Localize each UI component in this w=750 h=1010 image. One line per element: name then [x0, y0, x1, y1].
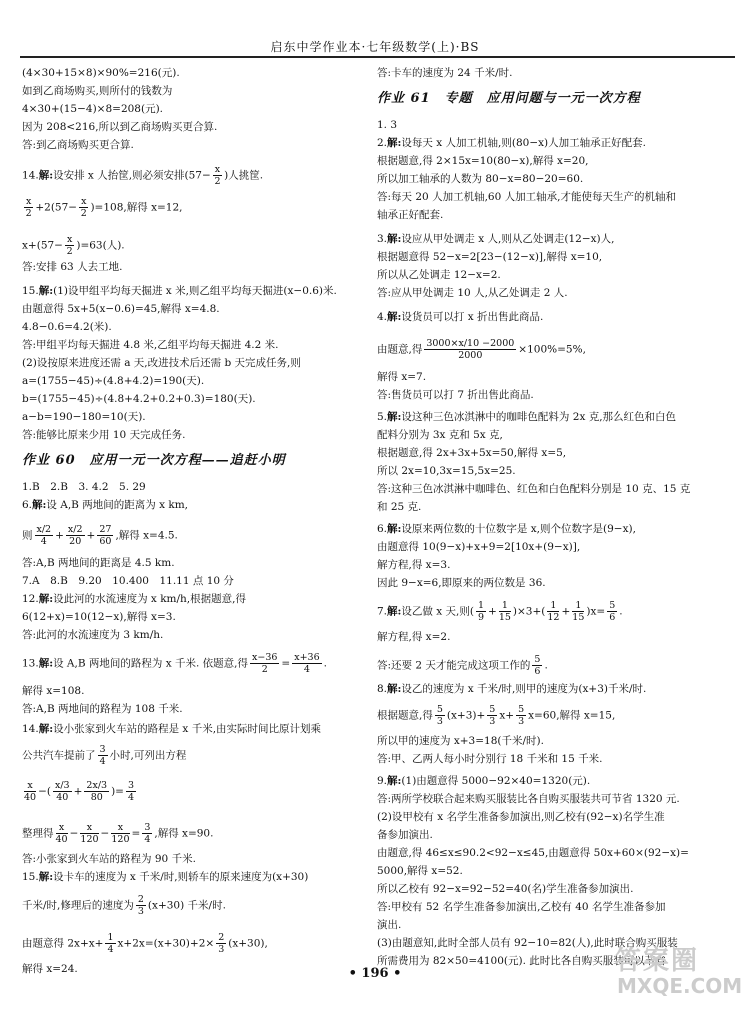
text-line: 答:两所学校联合起来购买服装比各自购买服装共可节省 1320 元.	[377, 793, 680, 805]
text-line: 和 25 克.	[377, 501, 422, 513]
text-line: 所以甲的速度为 x+3=18(千米/时).	[377, 735, 544, 747]
equation-line: 则 $\frac{x/2}{4}$ + $\frac{x/2}{20}$ + $\frac{27}{60}$ ,解得 x=4.5.	[22, 524, 178, 547]
fraction: $\frac{x-36}{2}$	[252, 652, 278, 675]
solution-label: 解:	[38, 169, 54, 182]
problem-3-line: 3.解:设应从甲处调走 x 人,则从乙处调走(12−x)人,	[377, 233, 615, 245]
problem-7-line: 7.解:设乙做 x 天,则( $\frac{1}{9}$ + $\frac{1}{15}$ )×3+( $\frac{1}{12}$ + $\frac{1}{15}$ )x= $\frac{5}{6}$ .	[377, 600, 623, 623]
fraction: $\frac{5}{6}$	[534, 654, 541, 677]
text-line: (3)由题意知,此时全部人员有 92−10=82(人),此时联合购买服装	[377, 937, 678, 949]
text-line: 解得 x=108.	[22, 685, 85, 697]
fraction: $\frac{1}{15}$	[572, 600, 585, 623]
answer-line: 答:A,B 两地间的路程为 108 千米.	[22, 703, 183, 715]
header-rule	[20, 56, 735, 58]
section-heading-61: 作业 61 专题 应用问题与一元一次方程	[377, 91, 641, 106]
text-line: b=(1755−45)÷(4.8+4.2+0.2+0.3)=180(天).	[22, 393, 256, 405]
fraction: $\frac{5}{3}$	[489, 704, 496, 727]
equation-line: $\frac{x}{2}$ +2(57− $\frac{x}{2}$ )=108,解得 x=12,	[25, 196, 183, 219]
fraction: $\frac{x}{2}$	[25, 196, 32, 219]
text-line: 所以从乙处调走 12−x=2.	[377, 269, 501, 281]
fraction: $\frac{5}{6}$	[609, 600, 616, 623]
equation-line: x+(57− $\frac{x}{2}$ )=63(人).	[22, 234, 125, 257]
text-line: 演出.	[377, 919, 402, 931]
text-line: 答:这种三色冰淇淋中咖啡色、红色和白色配料分别是 10 克、15 克	[377, 483, 691, 495]
header-title: 启东中学作业本·七年级数学(上)·BS	[270, 40, 480, 54]
equation-line: 整理得 $\frac{x}{40}$ − $\frac{x}{120}$ − $\frac{x}{120}$ = $\frac{3}{4}$ ,解得 x=90.	[22, 822, 214, 845]
text: 设安排 x 人抬筐,则必须安排	[53, 169, 185, 182]
text-line: 答:每天 20 人加工机轴,60 人加工轴承,才能使每天生产的机轴和	[377, 191, 676, 203]
answer-line: 答:A,B 两地间的距离是 4.5 km.	[22, 557, 175, 569]
fraction: $\frac{1}{12}$	[547, 600, 560, 623]
fraction: $\frac{1}{15}$	[498, 600, 511, 623]
equation-line: $\frac{x}{40}$ −( $\frac{x/3}{40}$ + $\frac{2x/3}{80}$ )= $\frac{3}{4}$	[24, 780, 135, 803]
problem-12-line: 12.解:设此河的水流速度为 x km/h,根据题意,得	[22, 593, 246, 605]
fraction: $\frac{x}{2}$	[214, 164, 221, 187]
fraction: $\frac{3}{4}$	[99, 744, 106, 767]
text-line: 6(12+x)=10(12−x),解得 x=3.	[22, 611, 176, 623]
problem-8-line: 8.解:设乙的速度为 x 千米/时,则甲的速度为(x+3)千米/时.	[377, 683, 647, 695]
text-line: 根据题意,得 2x+3x+5x=50,解得 x=5,	[377, 447, 567, 459]
problem-number: 14.	[22, 169, 39, 182]
fraction: $\frac{1}{4}$	[107, 932, 114, 955]
page-number: • 196 •	[348, 966, 402, 981]
problem-9-line: 9.解:(1)由题意得 5000−92×40=1320(元).	[377, 775, 591, 787]
text-line: 备参加演出.	[377, 829, 433, 841]
text-line: (4×30+15×8)×90%=216(元).	[22, 67, 180, 79]
text-line: 公共汽车提前了 $\frac{3}{4}$ 小时,可列出方程	[22, 744, 187, 767]
text-line: 4.8−0.6=4.2(米).	[22, 321, 112, 333]
text-line: (2)设按原来进度还需 a 天,改进技术后还需 b 天完成任务,则	[22, 357, 301, 369]
equation-line: 由题意得 2x+x+ $\frac{1}{4}$ x+2x=(x+30)+2× $\frac{2}{3}$ (x+30),	[22, 932, 268, 955]
text-line: a=(1755−45)÷(4.8+4.2)=190(天).	[22, 375, 205, 387]
fraction: $\frac{2x/3}{80}$	[86, 780, 108, 803]
fraction: $\frac{3000\times x/10 -2000}{2000}$	[426, 338, 515, 361]
answer-line: 答:还要 2 天才能完成这项工作的 $\frac{5}{6}$ .	[377, 654, 548, 677]
fraction: $\frac{5}{3}$	[518, 704, 525, 727]
text-line: 轴承正好配套.	[377, 209, 444, 221]
text-line: 答:到乙商场购买更合算.	[22, 139, 134, 151]
text-line: 5000,解得 x=52.	[377, 865, 463, 877]
text-line: 由题意,得 46≤x≤90.2<92−x≤45,由题意得 50x+60×(92−x)=	[377, 847, 689, 859]
text-line: 答:甲组平均每天掘进 4.8 米,乙组平均每天掘进 4.2 米.	[22, 339, 279, 351]
fraction: $\frac{27}{60}$	[99, 524, 112, 547]
section-heading-60: 作业 60 应用一元一次方程——追赶小明	[22, 453, 286, 468]
fraction: $\frac{x}{120}$	[80, 822, 99, 845]
fraction: $\frac{2}{3}$	[137, 894, 144, 917]
problem-6-line: 6.解:设原来两位数的十位数字是 x,则个位数字是(9−x),	[377, 523, 636, 535]
problem-14-line: 14.解:设小张家到火车站的路程是 x 千米,由实际时间比原计划乘	[22, 723, 322, 735]
text-line: 答:能够比原来少用 10 天完成任务.	[22, 429, 186, 441]
text-line: 根据题意,得 2×15x=10(80−x),解得 x=20,	[377, 155, 589, 167]
fraction: $\frac{3}{4}$	[144, 822, 151, 845]
fraction: $\frac{x+36}{4}$	[294, 652, 320, 675]
fraction: $\frac{x}{2}$	[80, 196, 87, 219]
answer-line: 答:此河的水流速度为 3 km/h.	[22, 629, 164, 641]
problem-13-line: 13.解:设 A,B 两地间的路程为 x 千米. 依题意,得 $\frac{x-36}{2}$ = $\frac{x+36}{4}$ .	[22, 652, 327, 675]
answer-line: 答:甲、乙两人每小时分别行 18 千米和 15 千米.	[377, 753, 603, 765]
text-line: 所以加工轴承的人数为 80−x=80−20=60.	[377, 173, 584, 185]
text-line: 配料分别为 3x 克和 5x 克,	[377, 429, 503, 441]
fraction: $\frac{x}{2}$	[66, 234, 73, 257]
watermark-text: 答案圈	[615, 946, 700, 976]
text-line: 答:甲校有 52 名学生准备参加演出,乙校有 40 名学生准备参加	[377, 901, 666, 913]
answer-line: 1. 3	[377, 119, 398, 131]
problem-2-line: 2.解:设每天 x 人加工机轴,则(80−x)人加工轴承正好配套.	[377, 137, 646, 149]
answer-line: 答:小张家到火车站的路程为 90 千米.	[22, 853, 196, 865]
fraction: $\frac{3}{4}$	[127, 780, 135, 803]
fraction: $\frac{x}{40}$	[24, 780, 37, 803]
answer-line: 答:应从甲处调走 10 人,从乙处调走 2 人.	[377, 287, 568, 299]
text-line: 如到乙商场购买,则所付的钱数为	[22, 85, 173, 97]
page-header	[0, 0, 750, 62]
text-line: (2)设甲校有 x 名学生准备参加演出,则乙校有(92−x)名学生准	[377, 811, 665, 823]
watermark-url: MXQE.COM	[617, 974, 743, 998]
fraction: $\frac{2}{3}$	[218, 932, 225, 955]
fraction: $\frac{x/3}{40}$	[55, 780, 70, 803]
text-line: 解方程,得 x=2.	[377, 631, 451, 643]
text-line: 所需费用为 82×50=4100(元). 此时比各自购买服装可以节省	[377, 955, 666, 967]
text-line: 4×30+(15−4)×8=208(元).	[22, 103, 164, 115]
problem-5-line: 5.解:设这种三色冰淇淋中的咖啡色配料为 2x 克,那么红色和白色	[377, 411, 677, 423]
answer-line: 7.A 8.B 9.20 10.400 11.11 点 10 分	[22, 575, 234, 587]
text-line: 所以乙校有 92−x=92−52=40(名)学生准备参加演出.	[377, 883, 634, 895]
problem-6-line: 6.解:设 A,B 两地间的距离为 x km,	[22, 499, 188, 511]
text-line: 由题意得 5x+5(x−0.6)=45,解得 x=4.8.	[22, 303, 220, 315]
text-line: 解得 x=7.	[377, 371, 427, 383]
fraction: $\frac{x/2}{20}$	[67, 524, 83, 547]
equation-line: 根据题意,得 $\frac{5}{3}$ (x+3)+ $\frac{5}{3}$ x+ $\frac{5}{3}$ x=60,解得 x=15,	[377, 704, 616, 727]
text-line: 解得 x=24.	[22, 963, 78, 975]
text-line: 解方程,得 x=3.	[377, 559, 451, 571]
problem-14-line: 14.解:设安排 x 人抬筐,则必须安排(57− $\frac{x}{2}$ )人挑筐.	[22, 164, 264, 187]
problem-4-line: 4.解:设货员可以打 x 折出售此商品.	[377, 311, 544, 323]
text-line: 由题意得 10(9−x)+x+9=2[10x+(9−x)],	[377, 541, 581, 553]
answer-line: 答:卡车的速度为 24 千米/时.	[377, 67, 513, 79]
fraction: $\frac{5}{3}$	[436, 704, 443, 727]
problem-15-line: 15.解:设卡车的速度为 x 千米/时,则轿车的原来速度为(x+30)	[22, 871, 309, 883]
text-line: 因为 208<216,所以到乙商场购买更合算.	[22, 121, 218, 133]
answer-line: 答:安排 63 人去工地.	[22, 261, 123, 273]
fraction: $\frac{x}{120}$	[111, 822, 130, 845]
problem-15-line: 15.解:(1)设甲组平均每天掘进 x 米,则乙组平均每天掘进(x−0.6)米.	[22, 285, 337, 297]
text-line: 千米/时,修理后的速度为 $\frac{2}{3}$ (x+30) 千米/时.	[22, 894, 226, 917]
text-line: 因此 9−x=6,即原来的两位数是 36.	[377, 577, 546, 589]
watermark-logo	[615, 940, 743, 1000]
equation-line: 由题意,得 $\frac{3000\times x/10 -2000}{2000}$ ×100%=5%,	[377, 338, 586, 361]
text-line: 根据题意得 52−x=2[23−(12−x)],解得 x=10,	[377, 251, 603, 263]
fraction: $\frac{x/2}{4}$	[36, 524, 52, 547]
fraction: $\frac{1}{9}$	[477, 600, 484, 623]
text-line: a−b=190−180=10(天).	[22, 411, 146, 423]
text-line: 所以 2x=10,3x=15,5x=25.	[377, 465, 516, 477]
fraction: $\frac{x}{40}$	[55, 822, 68, 845]
answer-line: 1.B 2.B 3. 4.2 5. 29	[22, 481, 146, 493]
answer-line: 答:售货员可以打 7 折出售此商品.	[377, 389, 534, 401]
